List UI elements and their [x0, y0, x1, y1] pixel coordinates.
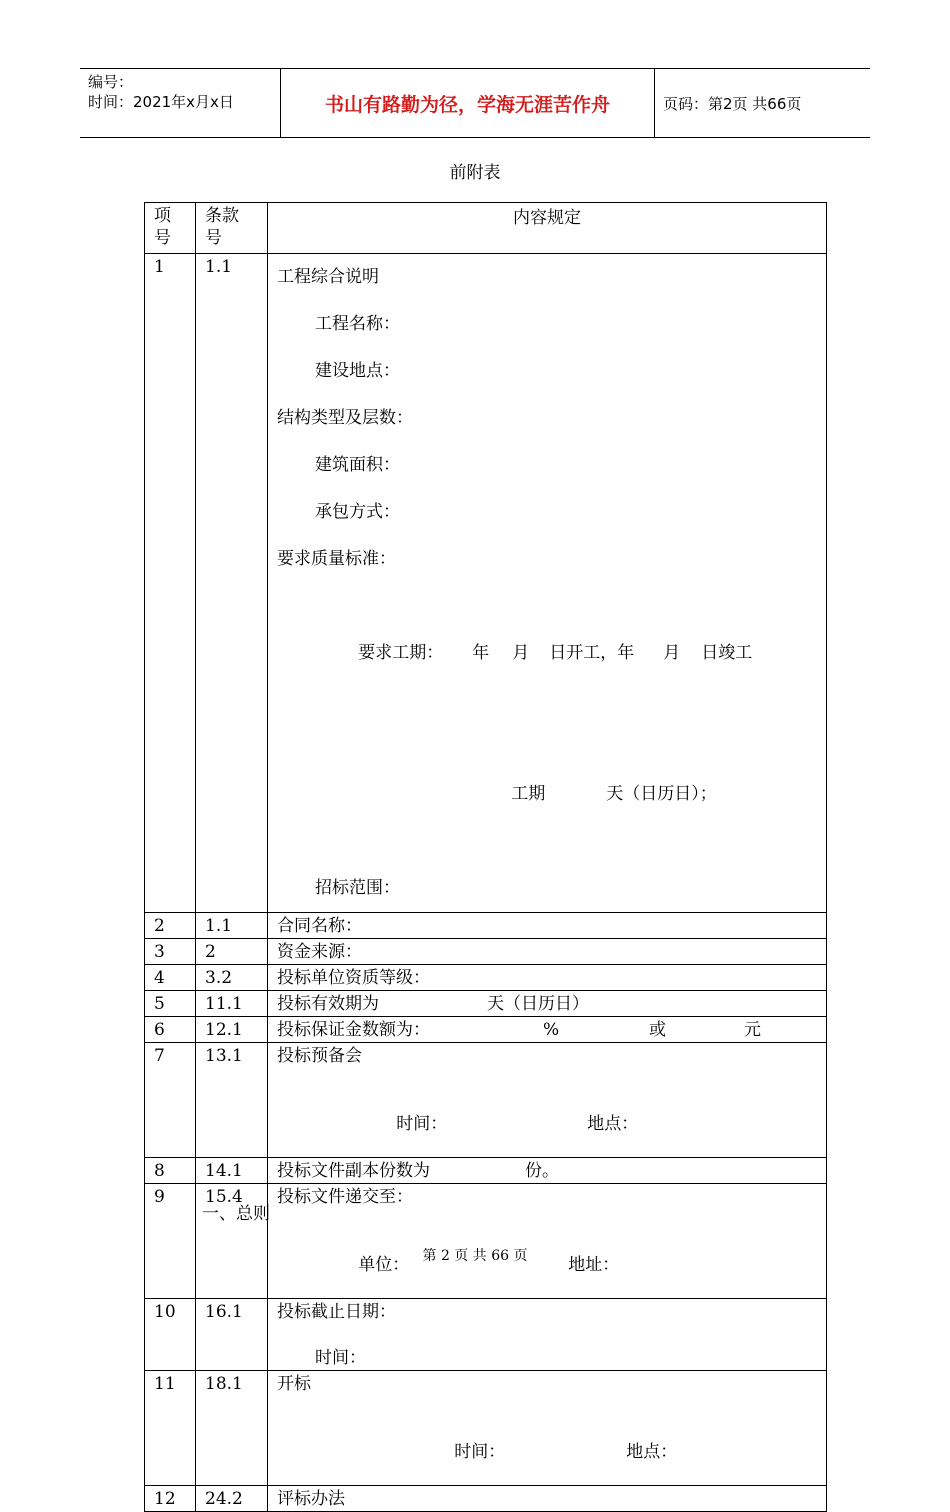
table-header-row	[145, 203, 827, 254]
table-row	[145, 913, 827, 939]
row-no: 9	[145, 1184, 196, 1299]
row-content: 投标文件副本份数为 份。	[268, 1158, 827, 1184]
row-no: 4	[145, 965, 196, 991]
header-content: 内容规定	[268, 203, 827, 254]
row-no: 2	[145, 913, 196, 939]
row-content: 投标文件递交至： 单位： 地址：	[268, 1184, 827, 1299]
row-clause: 13.1	[196, 1043, 268, 1158]
header-item-no: 项 号	[145, 203, 196, 254]
row-content: 工程综合说明 工程名称： 建设地点： 结构类型及层数： 建筑面积： 承包方式： 要求质量标准： 要求工期： 年 月 日开工，年 月 日竣工 工期 天（日历日）； 招标范围：	[268, 254, 827, 913]
table-row	[145, 1017, 827, 1043]
table-row	[145, 254, 827, 913]
document-title: 前附表	[449, 163, 501, 183]
row-no: 8	[145, 1158, 196, 1184]
table-row	[145, 1486, 827, 1512]
row-clause: 15.4	[196, 1184, 268, 1299]
table-row	[145, 939, 827, 965]
header-motto: 书山有路勤为径，学海无涯苦作舟	[281, 69, 655, 137]
row-no: 10	[145, 1299, 196, 1371]
row-clause: 11.1	[196, 991, 268, 1017]
row-content: 合同名称：	[268, 913, 827, 939]
row-no: 5	[145, 991, 196, 1017]
row-no: 6	[145, 1017, 196, 1043]
row-no: 11	[145, 1371, 196, 1486]
table-row	[145, 1371, 827, 1486]
header-meta	[80, 69, 281, 137]
table-row	[145, 1043, 827, 1158]
row-content: 投标截止日期： 时间：	[268, 1299, 827, 1371]
row-content: 投标预备会 时间： 地点：	[268, 1043, 827, 1158]
row-content: 投标保证金数额为： % 或 元	[268, 1017, 827, 1043]
header-page-label: 页码：第2页 共66页	[663, 94, 802, 113]
row-content: 投标有效期为 天（日历日）	[268, 991, 827, 1017]
row-clause: 2	[196, 939, 268, 965]
table-row	[145, 991, 827, 1017]
page-footer: 第 2 页 共 66 页	[422, 1248, 528, 1264]
row-content: 投标单位资质等级：	[268, 965, 827, 991]
row-clause: 16.1	[196, 1299, 268, 1371]
row-clause: 14.1	[196, 1158, 268, 1184]
table-row	[145, 1158, 827, 1184]
row-clause: 12.1	[196, 1017, 268, 1043]
row-clause: 3.2	[196, 965, 268, 991]
row-content: 开标 时间： 地点：	[268, 1371, 827, 1486]
row-content: 评标办法	[268, 1486, 827, 1512]
row-no: 3	[145, 939, 196, 965]
table-row	[145, 965, 827, 991]
row-clause: 24.2	[196, 1486, 268, 1512]
row-no: 1	[145, 254, 196, 913]
row-clause: 1.1	[196, 254, 268, 913]
page-header	[80, 68, 870, 138]
row-clause: 18.1	[196, 1371, 268, 1486]
table-row	[145, 1299, 827, 1371]
row-content: 资金来源：	[268, 939, 827, 965]
number-label: 编号：	[88, 73, 134, 91]
row-no: 12	[145, 1486, 196, 1512]
row-clause: 1.1	[196, 913, 268, 939]
section-heading: 一、总则	[202, 1204, 270, 1224]
header-clause-no: 条款 号	[196, 203, 268, 254]
row-no: 7	[145, 1043, 196, 1158]
attachment-table	[144, 202, 827, 1512]
time-label: 时间：2021年x月x日	[88, 93, 234, 111]
